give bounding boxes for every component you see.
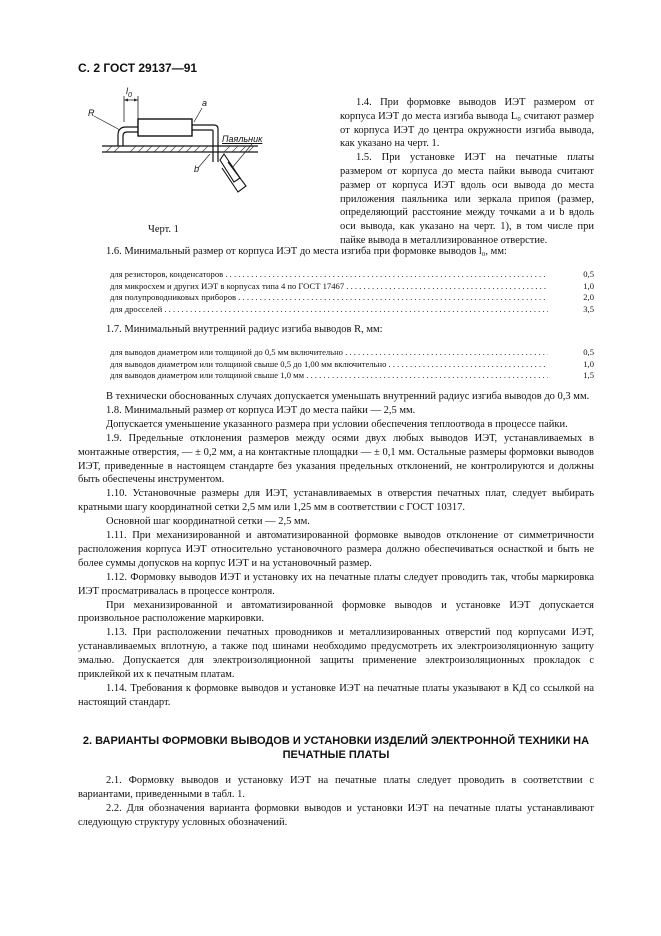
paragraph: В технически обоснованных случаях допускается уменьшать внутренний радиус изгиба выводов до 0,3 мм. <box>106 390 590 402</box>
list-item: для дросселей . . . 3,5 <box>78 304 594 316</box>
page-header: С. 2 ГОСТ 29137—91 <box>78 61 198 75</box>
paragraph: При механизированной и автоматизированной формовке выводов и установке ИЭТ допускается произвольное расположение маркировки. <box>78 599 594 625</box>
list-item: для полупроводниковых приборов . . . 2,0 <box>78 292 594 304</box>
clause-1-6: 1.6. Минимальный размер от корпуса ИЭТ до места изгиба при формовке выводов l₀, мм: <box>106 246 507 257</box>
list-item: для микросхем и других ИЭТ в корпусах типа 4 по ГОСТ 17467 . . . 1,0 <box>78 281 594 293</box>
paragraph: Допускается уменьшение указанного размера при условии обеспечения теплоотвода в процессе пайки. <box>106 418 568 430</box>
right-column-text <box>340 96 594 248</box>
clause-2-2: 2.2. Для обозначения варианта формовки выводов и установки ИЭТ на печатные платы устанавливают следующую структуру условных обозначений. <box>78 802 594 828</box>
clause-1-12: 1.12. Формовку выводов ИЭТ и установку их на печатные платы следует проводить так, чтобы маркировка ИЭТ просматривалась в процессе контроля. <box>78 571 594 597</box>
list-min-bend-radius <box>78 347 594 382</box>
list-min-bend-distance <box>78 269 594 315</box>
clause-1-7: 1.7. Минимальный внутренний радиус изгиба выводов R, мм: <box>106 324 383 336</box>
clause-1-10: 1.10. Установочные размеры для ИЭТ, устанавливаемых в отверстия печатных плат, следует выбирать кратными шагу координатной сетки 2,5 мм или 1,25 мм в соответствии с ГОСТ 10317. <box>78 488 594 514</box>
label-r: R <box>88 108 95 118</box>
clause-1-9: 1.9. Предельные отклонения размеров между осями двух любых выводов ИЭТ, устанавливаемых в монтажные отверстия, — ± 0,2 мм, а на контактные площадки — ± 0,1 мм. Остальные размеры формовки выводов ИЭТ, приведенные в настоящем стандарте без указания предельных отклонений, не контролируются и должны быть обеспечены инструментом. <box>78 432 594 486</box>
label-a: a <box>202 98 208 108</box>
clause-2-1: 2.1. Формовку выводов и установку ИЭТ на печатные платы следует проводить в соответствии с вариантами, приведенными в табл. 1. <box>78 774 594 800</box>
paragraph: Основной шаг координатной сетки — 2,5 мм. <box>106 516 310 528</box>
clause-1-4: 1.4. При формовке выводов ИЭТ размером от корпуса ИЭТ до места изгиба вывода L₀ считают размер от корпуса ИЭТ до центра окружности изгиба вывода, как указано на черт. 1. <box>340 97 594 150</box>
clause-1-5: 1.5. При установке ИЭТ на печатные платы размером от корпуса до места пайки вывода считают размер от корпуса ИЭТ вдоль оси вывода до места приложения паяльника или зеркала припоя (размер, определяющий расстояние между точками a и b вдоль оси вывода, как указано на черт. 1), в том числе при пайке вывода в металлизированное отверстие. <box>340 152 594 246</box>
label-l0: $l_0$ <box>126 86 132 99</box>
clause-1-13: 1.13. При расположении печатных проводников и металлизированных отверстий под корпусами ИЭТ, устанавливаемых вплотную, а также под шинами необходимо предусмотреть их электроизоляционную защиту эмалью. Допускается для электроизоляционной защиты применение электроизоляционных прокладок с приклейкой их к печатным платам. <box>78 627 594 681</box>
label-b: b <box>194 164 200 174</box>
label-solder: Паяльник <box>222 134 263 144</box>
clause-1-14: 1.14. Требования к формовке выводов и установке ИЭТ на печатные платы указывают в КД со ссылкой на настоящий стандарт. <box>78 683 594 708</box>
figure-1 <box>82 82 262 212</box>
list-item: для резисторов, конденсаторов . . . 0,5 <box>78 269 594 281</box>
figure-caption: Черт. 1 <box>148 224 179 235</box>
body-text <box>78 245 594 829</box>
section-2-title: 2. ВАРИАНТЫ ФОРМОВКИ ВЫВОДОВ И УСТАНОВКИ ИЗДЕЛИЙ ЭЛЕКТРОННОЙ ТЕХНИКИ НА ПЕЧАТНЫЕ ПЛАТЫ <box>82 734 590 761</box>
list-item: для выводов диаметром или толщиной до 0,5 мм включительно . . . 0,5 <box>78 347 594 359</box>
list-item: для выводов диаметром или толщиной свыше 1,0 мм . . . 1,5 <box>78 370 594 382</box>
clause-1-8: 1.8. Минимальный размер от корпуса ИЭТ до места пайки — 2,5 мм. <box>106 404 416 416</box>
clause-1-11: 1.11. При механизированной и автоматизированной формовке выводов отклонение от симметричности расположения корпуса ИЭТ относительно установочного размера должно обеспечиваться оснасткой и быть не более суммы допусков на корпус ИЭТ и на установочный размер. <box>78 530 594 569</box>
list-item: для выводов диаметром или толщиной свыше 0,5 до 1,00 мм включительно . . . 1,0 <box>78 359 594 371</box>
lead-forming-drawing <box>82 82 262 212</box>
